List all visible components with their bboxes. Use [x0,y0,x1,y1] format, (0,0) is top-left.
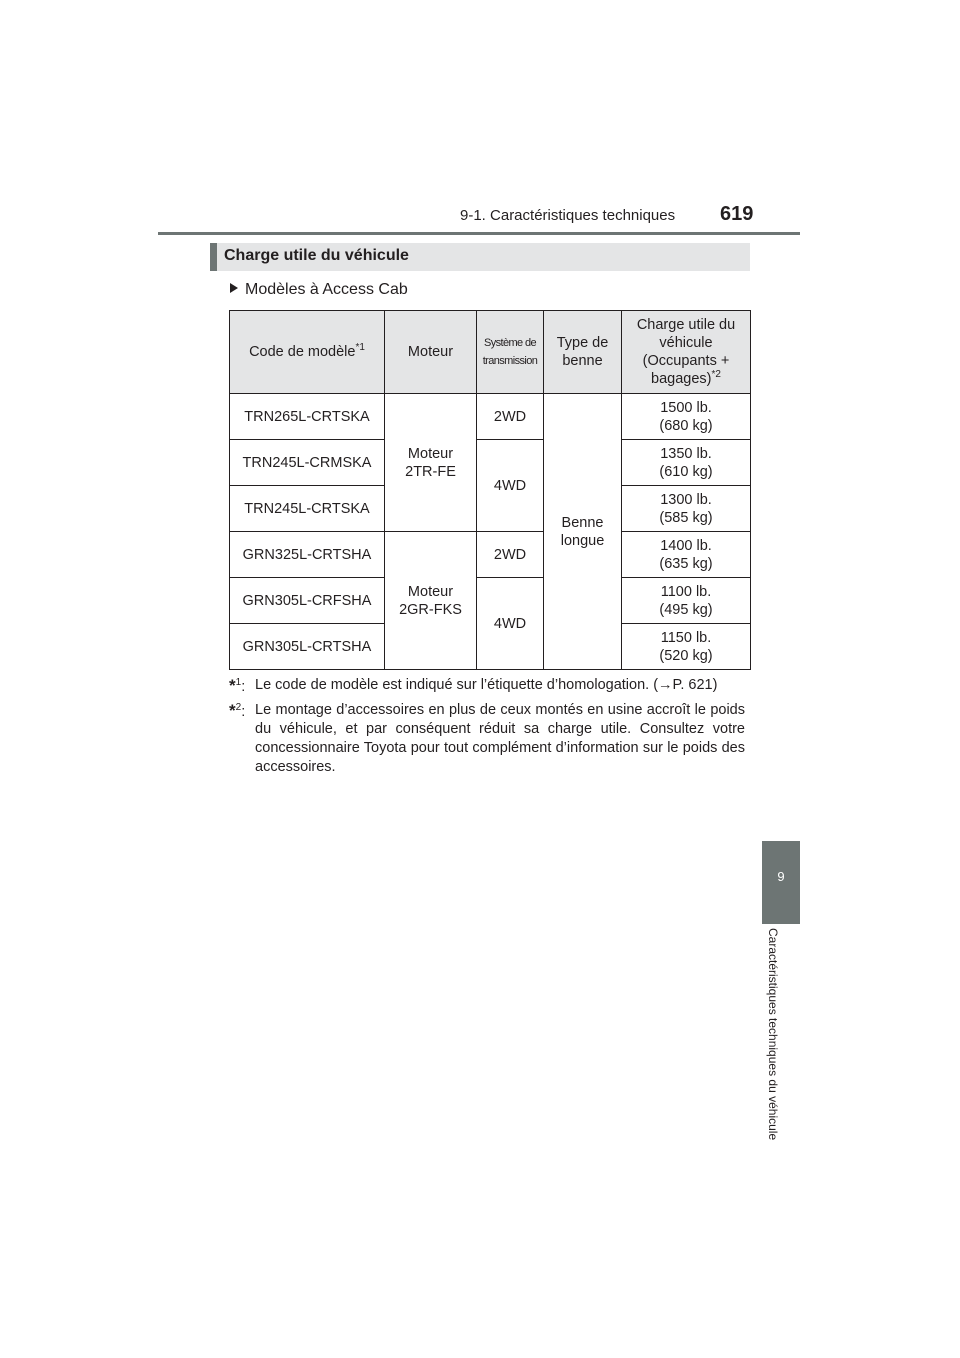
header-bed-type: Type de benne [544,311,622,394]
model-code-cell: TRN265L-CRTSKA [230,394,385,440]
header-payload: Charge utile du véhicule (Occupants + bagages)$^{*2}$ [622,311,751,394]
payload-cell: 1400 lb. (635 kg) [622,532,751,578]
model-code-cell: GRN305L-CRTSHA [230,624,385,670]
footnote-marker: *$^1$: [229,676,246,695]
header-model-code: Code de modèle$^{*1}$ [230,311,385,394]
chapter-tab [762,841,800,924]
payload-table [229,310,751,670]
subheading-text: Modèles à Access Cab [245,281,408,298]
table-row [230,578,751,624]
section-title: Charge utile du véhicule [224,247,409,264]
running-header-section: 9-1. Caractéristiques techniques [460,207,676,224]
header-transmission: Système de transmission [477,311,544,394]
footnotes [229,676,745,783]
section-heading-bar [210,243,750,271]
table-row [230,440,751,486]
header-rule [158,232,800,235]
section-heading-accent [210,243,217,271]
table-row [230,532,751,578]
engine-cell: Moteur 2TR-FE [385,394,477,532]
header-engine: Moteur [385,311,477,394]
page-number: 619 [720,203,754,225]
footnote-1 [229,676,745,695]
triangle-bullet-icon [230,283,238,293]
model-code-cell: GRN325L-CRTSHA [230,532,385,578]
chapter-number: 9 [777,869,785,884]
model-code-cell: TRN245L-CRMSKA [230,440,385,486]
footnote-marker: *$^2$: [229,701,246,720]
payload-cell: 1150 lb. (520 kg) [622,624,751,670]
payload-cell: 1300 lb. (585 kg) [622,486,751,532]
footnote-2 [229,701,745,777]
bed-type-cell: Benne longue [544,394,622,670]
model-code-cell: TRN245L-CRTSKA [230,486,385,532]
subheading [230,281,408,299]
payload-cell: 1350 lb. (610 kg) [622,440,751,486]
drive-cell: 4WD [477,440,544,532]
chapter-label: Caractéristiques techniques du véhicule [766,928,780,1141]
table-row [230,394,751,440]
drive-cell: 2WD [477,394,544,440]
engine-cell: Moteur 2GR-FKS [385,532,477,670]
footnote-text: Le code de modèle est indiqué sur l’étiquette d’homologation. (→P. 621) [255,677,718,693]
payload-cell: 1100 lb. (495 kg) [622,578,751,624]
payload-cell: 1500 lb. (680 kg) [622,394,751,440]
drive-cell: 4WD [477,578,544,670]
footnote-text: Le montage d’accessoires en plus de ceux montés en usine accroît le poids du véhicule, et par conséquent réduit sa charge utile. Consultez votre concessionnaire Toyota pour tout complément d’information sur le poids des accessoires. [255,702,745,775]
table-header-row [230,311,751,394]
drive-cell: 2WD [477,532,544,578]
model-code-cell: GRN305L-CRFSHA [230,578,385,624]
